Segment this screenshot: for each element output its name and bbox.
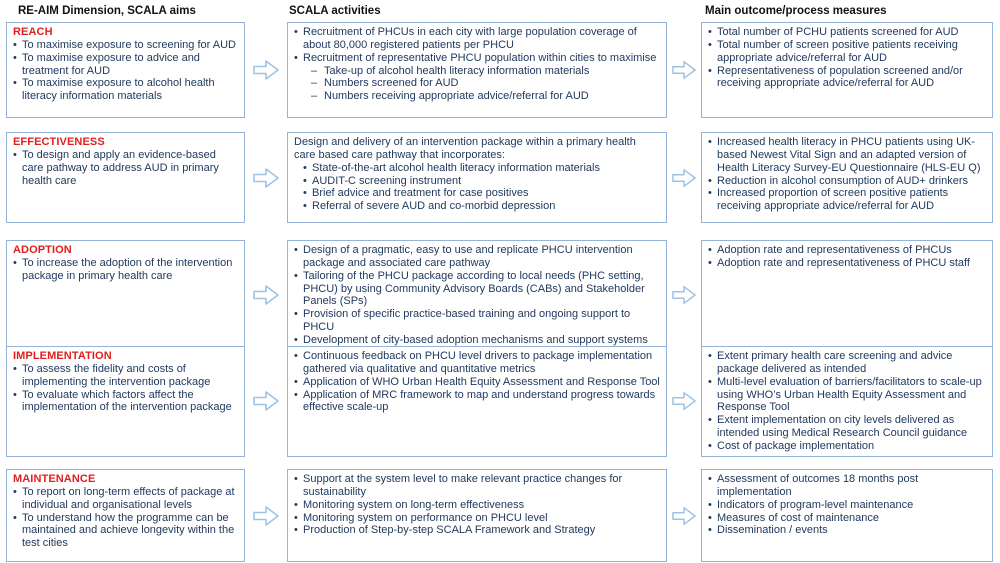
right-arrow-icon: [670, 389, 698, 413]
bullet-marker: •: [708, 256, 712, 269]
list-item-text: Indicators of program-level maintenance: [717, 498, 914, 511]
bullet-marker: •: [294, 244, 298, 256]
bullet-marker: •: [303, 200, 307, 213]
list-item: [708, 175, 986, 188]
bullet-marker: •: [13, 148, 17, 161]
aims-list: [13, 39, 238, 103]
list-item-text: Measures of cost of maintenance: [717, 511, 880, 524]
list-item-text: Numbers receiving appropriate advice/referral for AUD: [324, 90, 589, 103]
column-header-outcomes: Main outcome/process measures: [705, 5, 887, 17]
list-item-text: To maximise exposure to advice and treatment for AUD: [22, 51, 200, 77]
aims-list: [13, 486, 238, 550]
maintenance-activities-box: [287, 469, 667, 562]
list-item: [708, 512, 986, 525]
list-item: [303, 162, 660, 175]
row-adoption: [6, 240, 1000, 347]
list-item: [708, 499, 986, 512]
bullet-marker: •: [13, 256, 17, 269]
list-item: [294, 90, 660, 103]
list-item: [708, 136, 986, 175]
list-item: [13, 149, 238, 188]
list-item: [708, 524, 986, 537]
bullet-marker: •: [708, 136, 712, 148]
list-item: [294, 65, 660, 78]
list-item-text: To understand how the programme can be maintained and achieve longevity within the test cities: [22, 511, 235, 550]
list-item: [708, 376, 986, 415]
bullet-marker: •: [294, 269, 298, 282]
list-item-text: Reduction in alcohol consumption of AUD+ drinkers: [717, 174, 968, 187]
list-item: [13, 389, 238, 415]
activities-list: [294, 136, 660, 213]
adoption-aims-box: [6, 240, 245, 351]
list-item-text: Development of city-based adoption mechanisms and support systems: [303, 334, 648, 347]
bullet-marker: •: [294, 511, 298, 524]
right-arrow-icon: [670, 166, 698, 190]
list-item-text: AUDIT-C screening instrument: [312, 174, 462, 187]
maintenance-outcomes-box: [701, 469, 993, 562]
bullet-marker: •: [708, 244, 712, 256]
implementation-activities-box: [287, 346, 667, 457]
list-item-text: Extent primary health care screening and advice package delivered as intended: [717, 350, 953, 375]
list-item-text: Provision of specific practice-based training and ongoing support to PHCU: [303, 308, 631, 334]
activities-list: [294, 473, 660, 537]
list-item-text: Recruitment of representative PHCU population within cities to maximise: [303, 51, 657, 64]
column-headers: [6, 5, 1000, 17]
right-arrow-icon: [670, 283, 698, 307]
list-item-text: To design and apply an evidence-based care pathway to address AUD in primary health care: [22, 148, 219, 187]
bullet-marker: •: [294, 524, 298, 537]
bullet-marker: •: [294, 334, 298, 347]
list-item: [13, 52, 238, 78]
row-effectiveness: [6, 132, 1000, 223]
list-item: [708, 26, 986, 39]
list-item: [294, 350, 660, 376]
list-item: [13, 486, 238, 512]
list-item-text: Support at the system level to make relevant practice changes for sustainability: [303, 473, 623, 498]
list-item-text: Application of WHO Urban Health Equity Assessment and Response Tool: [303, 375, 660, 388]
bullet-marker: •: [13, 51, 17, 64]
outcomes-list: [708, 473, 986, 537]
list-item-text: Assessment of outcomes 18 months post implementation: [717, 473, 919, 498]
right-arrow-icon: [670, 504, 698, 528]
list-item: [708, 350, 986, 376]
list-item-text: Total number of PCHU patients screened for AUD: [717, 26, 959, 38]
column-header-dimensions: RE-AIM Dimension, SCALA aims: [18, 5, 196, 17]
diagram-rows: [6, 22, 1000, 562]
list-item-text: Increased health literacy in PHCU patients using UK-based Newest Vital Sign and an adapted version of Health Literacy Survey-EU Questionnaire (HLS-EU Q): [717, 136, 981, 174]
right-arrow-icon: [251, 503, 281, 529]
list-item: [294, 52, 660, 65]
bullet-marker: •: [294, 26, 298, 38]
list-item: [294, 334, 660, 347]
list-item-text: Take-up of alcohol health literacy information materials: [324, 64, 590, 77]
arrow-cell: [667, 22, 701, 118]
bullet-marker: •: [708, 64, 712, 77]
bullet-marker: •: [708, 440, 712, 453]
aims-list: [13, 149, 238, 188]
list-item: [708, 440, 986, 453]
adoption-activities-box: [287, 240, 667, 351]
bullet-marker: •: [708, 511, 712, 524]
reach-outcomes-box: [701, 22, 993, 118]
list-item-text: Cost of package implementation: [717, 440, 875, 453]
list-item: [294, 376, 660, 389]
list-item: [13, 363, 238, 389]
list-item: [708, 187, 986, 213]
arrow-cell: [667, 240, 701, 351]
list-item: [13, 77, 238, 103]
bullet-marker: •: [13, 388, 17, 401]
maintenance-aims-box: [6, 469, 245, 562]
list-item: [294, 244, 660, 270]
row-implementation: [6, 346, 1000, 451]
list-item-text: Application of MRC framework to map and understand progress towards effective scale-up: [303, 388, 656, 414]
list-item: [708, 39, 986, 65]
effectiveness-activities-box: [287, 132, 667, 223]
bullet-marker: •: [294, 388, 298, 401]
list-item: [303, 200, 660, 213]
arrow-cell: [245, 132, 287, 223]
list-item: [294, 512, 660, 525]
activities-list: [294, 26, 660, 103]
bullet-marker: •: [708, 375, 712, 388]
bullet-marker: –: [311, 77, 318, 90]
row-maintenance: [6, 469, 1000, 562]
adoption-outcomes-box: [701, 240, 993, 351]
list-item: [303, 175, 660, 188]
list-item-text: Adoption rate and representativeness of PHCU staff: [717, 256, 970, 269]
reach-activities-box: [287, 22, 667, 118]
bullet-marker: •: [708, 26, 712, 38]
bullet-marker: •: [294, 473, 298, 485]
outcomes-list: [708, 136, 986, 213]
list-item: [708, 244, 986, 257]
list-item-text: Dissemination / events: [717, 524, 828, 537]
list-item-text: State-of-the-art alcohol health literacy information materials: [312, 161, 600, 174]
right-arrow-icon: [251, 165, 281, 191]
aims-list: [13, 257, 238, 283]
column-header-spacer: [245, 5, 287, 17]
list-item-text: Numbers screened for AUD: [324, 77, 459, 90]
bullet-marker: •: [708, 38, 712, 51]
list-item-text: To report on long-term effects of package at individual and organisational levels: [22, 485, 235, 511]
effectiveness-outcomes-box: [701, 132, 993, 223]
arrow-cell: [667, 132, 701, 223]
list-item: [13, 512, 238, 551]
arrow-cell: [245, 22, 287, 118]
list-item: [294, 524, 660, 537]
list-item: [708, 473, 986, 499]
right-arrow-icon: [251, 282, 281, 308]
list-item: [708, 257, 986, 270]
list-item-text: To maximise exposure to alcohol health literacy information materials: [22, 77, 215, 103]
arrow-cell: [245, 469, 287, 562]
bullet-marker: •: [708, 498, 712, 511]
list-item-text: Extent implementation on city levels delivered as intended using Medical Research Council guidance: [717, 414, 968, 440]
aims-list: [13, 363, 238, 414]
list-item-text: Tailoring of the PHCU package according to local needs (PHC setting, PHCU) by using Community Advisory Boards (CABs) and Stakeholder Panels (SPs): [303, 269, 645, 308]
activities-list: [294, 350, 660, 414]
list-item: [294, 499, 660, 512]
bullet-marker: •: [708, 414, 712, 427]
bullet-marker: •: [708, 174, 712, 187]
row-reach: [6, 22, 1000, 118]
list-item: [13, 39, 238, 52]
bullet-marker: •: [708, 350, 712, 362]
bullet-marker: •: [294, 375, 298, 388]
list-item: [294, 270, 660, 309]
arrow-cell: [667, 346, 701, 457]
column-header-activities: SCALA activities: [289, 5, 381, 17]
list-item-text: Representativeness of population screened and/or receiving appropriate advice/referral for AUD: [717, 64, 963, 90]
list-item-text: Design of a pragmatic, easy to use and replicate PHCU intervention package and associated care pathway: [303, 244, 633, 269]
list-item: [294, 389, 660, 415]
bullet-marker: •: [708, 473, 712, 485]
activities-list: [294, 244, 660, 347]
bullet-marker: •: [13, 511, 17, 524]
right-arrow-icon: [251, 57, 281, 83]
bullet-marker: •: [294, 51, 298, 64]
list-item-text: Recruitment of PHCUs in each city with large population coverage of about 80,000 registered patients per PHCU: [303, 26, 637, 51]
reach-aims-box: [6, 22, 245, 118]
right-arrow-icon: [670, 58, 698, 82]
outcomes-list: [708, 244, 986, 270]
outcomes-list: [708, 26, 986, 90]
dimension-title: ADOPTION: [13, 244, 72, 256]
bullet-marker: –: [311, 64, 318, 77]
list-item: [294, 26, 660, 52]
bullet-marker: •: [13, 485, 17, 498]
implementation-aims-box: [6, 346, 245, 457]
arrow-cell: [245, 346, 287, 457]
list-item-text: To assess the fidelity and costs of implementing the intervention package: [22, 362, 211, 388]
bullet-marker: •: [294, 498, 298, 511]
list-item: Design and delivery of an intervention package within a primary health care based care pathway that incorporates:: [294, 136, 636, 161]
list-item-text: To evaluate which factors affect the implementation of the intervention package: [22, 388, 232, 414]
right-arrow-icon: [251, 388, 281, 414]
list-item-text: Continuous feedback on PHCU level drivers to package implementation gathered via qualitative and quantitative metrics: [303, 350, 653, 375]
bullet-marker: •: [294, 350, 298, 362]
list-item: [708, 414, 986, 440]
bullet-marker: •: [708, 524, 712, 537]
outcomes-list: [708, 350, 986, 453]
list-item-text: To maximise exposure to screening for AUD: [22, 38, 236, 51]
list-item: [708, 65, 986, 91]
list-item-text: Increased proportion of screen positive patients receiving appropriate advice/referral for AUD: [717, 187, 949, 213]
arrow-cell: [667, 469, 701, 562]
bullet-marker: •: [303, 187, 307, 200]
implementation-outcomes-box: [701, 346, 993, 457]
bullet-marker: •: [303, 174, 307, 187]
list-item-text: Referral of severe AUD and co-morbid depression: [312, 200, 556, 213]
arrow-cell: [245, 240, 287, 351]
dimension-title: EFFECTIVENESS: [13, 136, 105, 148]
bullet-marker: –: [311, 90, 318, 103]
list-item: [294, 308, 660, 334]
effectiveness-aims-box: [6, 132, 245, 223]
dimension-title: REACH: [13, 26, 53, 38]
list-item-text: To increase the adoption of the intervention package in primary health care: [22, 256, 233, 282]
list-item-text: Total number of screen positive patients receiving appropriate advice/referral for AUD: [717, 38, 958, 64]
list-item-text: Adoption rate and representativeness of PHCUs: [717, 244, 952, 256]
dimension-title: IMPLEMENTATION: [13, 350, 112, 362]
list-item: [303, 187, 660, 200]
list-item-text: Monitoring system on long-term effectiveness: [303, 498, 525, 511]
list-item: [294, 473, 660, 499]
list-item: [13, 257, 238, 283]
list-item-text: Production of Step-by-step SCALA Framework and Strategy: [303, 524, 596, 537]
bullet-marker: •: [13, 77, 17, 90]
list-item-text: Brief advice and treatment for case positives: [312, 187, 529, 200]
bullet-marker: •: [13, 38, 17, 51]
list-item-text: Monitoring system on performance on PHCU level: [303, 511, 548, 524]
list-item-text: Multi-level evaluation of barriers/facilitators to scale-up using WHO’s Urban Health Equity Assessment and Response Tool: [717, 375, 982, 414]
list-item: [294, 77, 660, 90]
bullet-marker: •: [708, 187, 712, 200]
dimension-title: MAINTENANCE: [13, 473, 96, 485]
bullet-marker: •: [303, 161, 307, 174]
bullet-marker: •: [294, 308, 298, 321]
column-header-spacer: [667, 5, 701, 17]
bullet-marker: •: [13, 362, 17, 375]
